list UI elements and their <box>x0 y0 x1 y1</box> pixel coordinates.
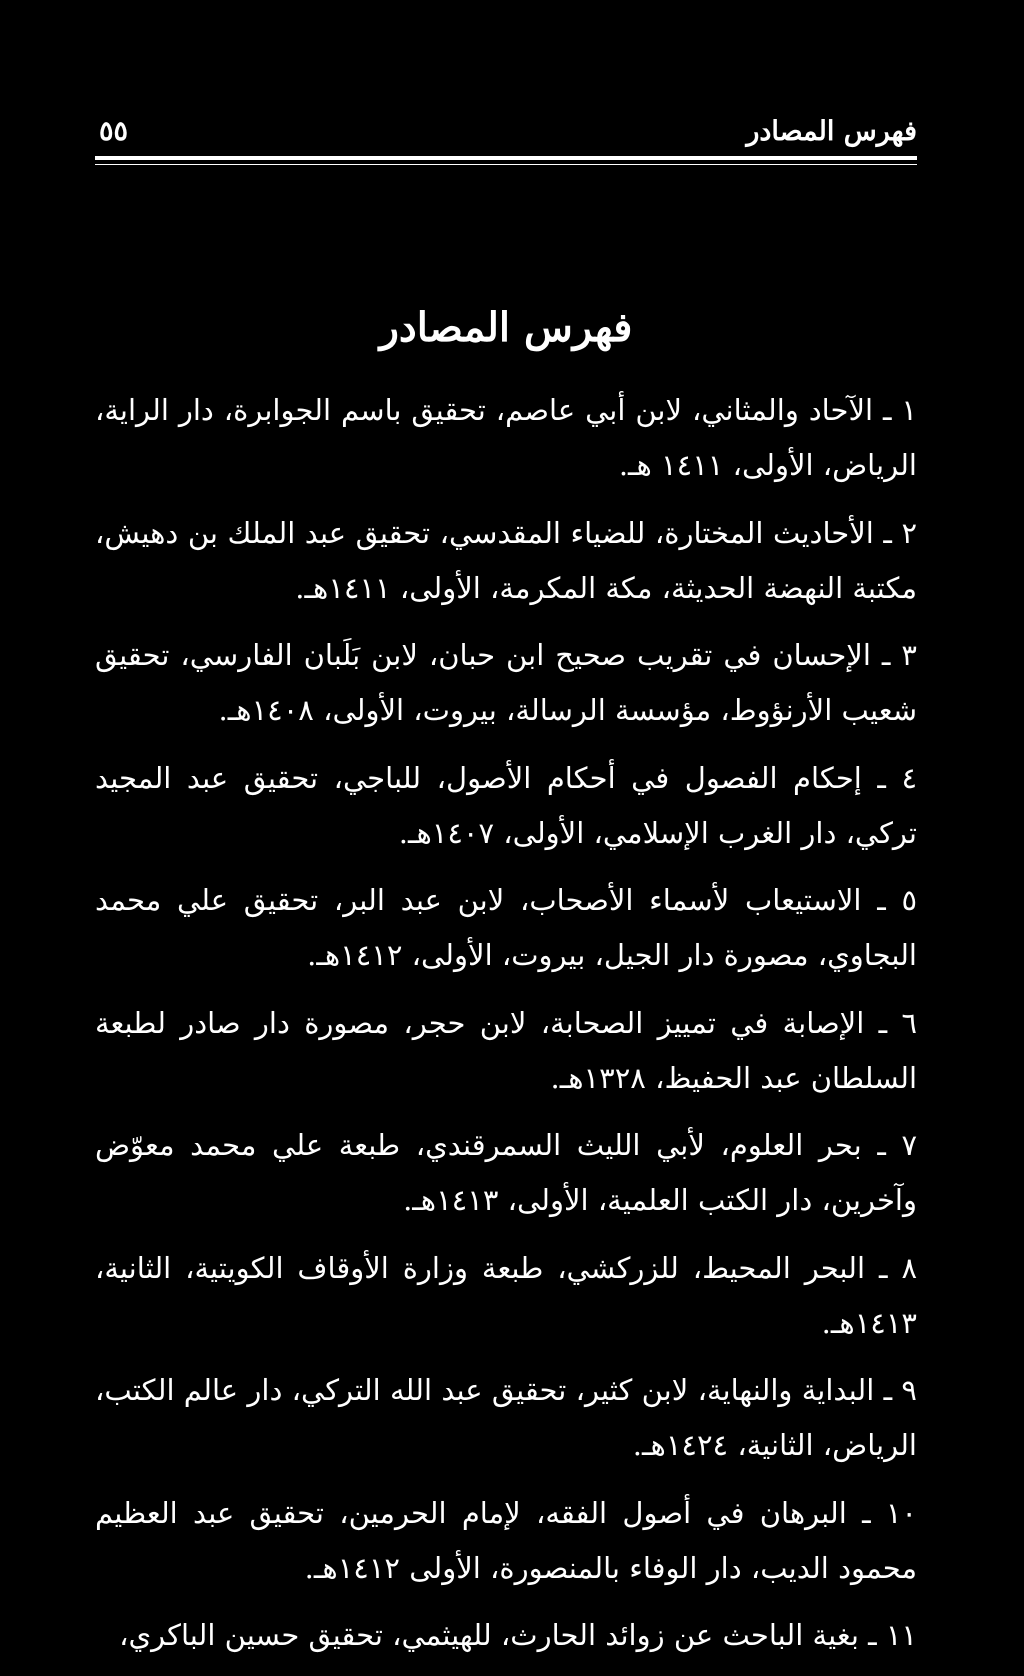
entry-number: ٩ ـ <box>883 1373 917 1407</box>
entry-number: ٦ ـ <box>878 1005 918 1040</box>
running-header-title: فهرس المصادر <box>746 116 917 147</box>
header-rule-thick <box>95 156 917 160</box>
bibliography-entry-1 <box>95 383 917 493</box>
entry-text: البرهان في أصول الفقه، لإمام الحرمين، تحقيق عبد العظيم محمود الديب، دار الوفاء بالمنصورة، الأولى ١٤١٢هـ. <box>95 1495 917 1585</box>
bibliography-entry-7 <box>95 1118 917 1228</box>
header-rule-thin <box>95 164 917 165</box>
entry-number: ١ ـ <box>882 393 917 427</box>
bibliography-entry-9 <box>95 1363 917 1473</box>
bibliography-entry-4 <box>95 751 917 861</box>
entry-number: ٧ ـ <box>877 1128 918 1162</box>
entry-text: الآحاد والمثاني، لابن أبي عاصم، تحقيق باسم الجوابرة، دار الراية، الرياض، الأولى، ١٤١١ هـ. <box>95 393 917 482</box>
entry-number: ٢ ـ <box>883 515 918 550</box>
bibliography-entry-8 <box>95 1241 917 1351</box>
entry-text: بحر العلوم، لأبي الليث السمرقندي، طبعة علي محمد معوّض وآخرين، دار الكتب العلمية، الأولى، ١٤١٣هـ. <box>95 1128 917 1217</box>
entry-number: ١٠ ـ <box>862 1495 918 1530</box>
entry-number: ٣ ـ <box>881 638 917 672</box>
entry-text: الإحسان في تقريب صحيح ابن حبان، لابن بَلَبان الفارسي، تحقيق شعيب الأرنؤوط، مؤسسة الرسالة، بيروت، الأولى، ١٤٠٨هـ. <box>95 638 917 727</box>
entry-number: ٥ ـ <box>877 883 918 917</box>
bibliography-entry-3 <box>95 628 917 738</box>
entry-number: ١١ ـ <box>868 1618 917 1652</box>
page-number: ٥٥ <box>99 116 129 147</box>
entry-number: ٨ ـ <box>879 1250 918 1285</box>
entry-text: الأحاديث المختارة، للضياء المقدسي، تحقيق عبد الملك بن دهيش، مكتبة النهضة الحديثة، مكة المكرمة، الأولى، ١٤١١هـ. <box>95 515 917 605</box>
entry-text: الاستيعاب لأسماء الأصحاب، لابن عبد البر، تحقيق علي محمد البجاوي، مصورة دار الجيل، بيروت، الأولى، ١٤١٢هـ. <box>95 883 917 972</box>
bibliography-entry-11 <box>95 1608 917 1663</box>
bibliography-list <box>95 383 917 1676</box>
bibliography-entry-10 <box>95 1486 917 1596</box>
page-title: فهرس المصادر <box>379 304 633 351</box>
entry-text: بغية الباحث عن زوائد الحارث، للهيثمي، تحقيق حسين الباكري، <box>119 1618 859 1652</box>
entry-number: ٤ ـ <box>877 760 918 795</box>
bibliography-entry-6 <box>95 996 917 1106</box>
entry-text: البداية والنهاية، لابن كثير، تحقيق عبد الله التركي، دار عالم الكتب، الرياض، الثانية، ١٤٢٤هـ. <box>95 1373 917 1462</box>
running-header <box>95 112 917 152</box>
bibliography-entry-5 <box>95 873 917 983</box>
entry-text: الإصابة في تمييز الصحابة، لابن حجر، مصورة دار صادر لطبعة السلطان عبد الحفيظ، ١٣٢٨هـ. <box>95 1005 917 1095</box>
entry-text: البحر المحيط، للزركشي، طبعة وزارة الأوقاف الكويتية، الثانية، ١٤١٣هـ. <box>95 1250 917 1340</box>
entry-text: إحكام الفصول في أحكام الأصول، للباجي، تحقيق عبد المجيد تركي، دار الغرب الإسلامي، الأولى، ١٤٠٧هـ. <box>95 760 917 850</box>
bibliography-entry-2 <box>95 506 917 616</box>
